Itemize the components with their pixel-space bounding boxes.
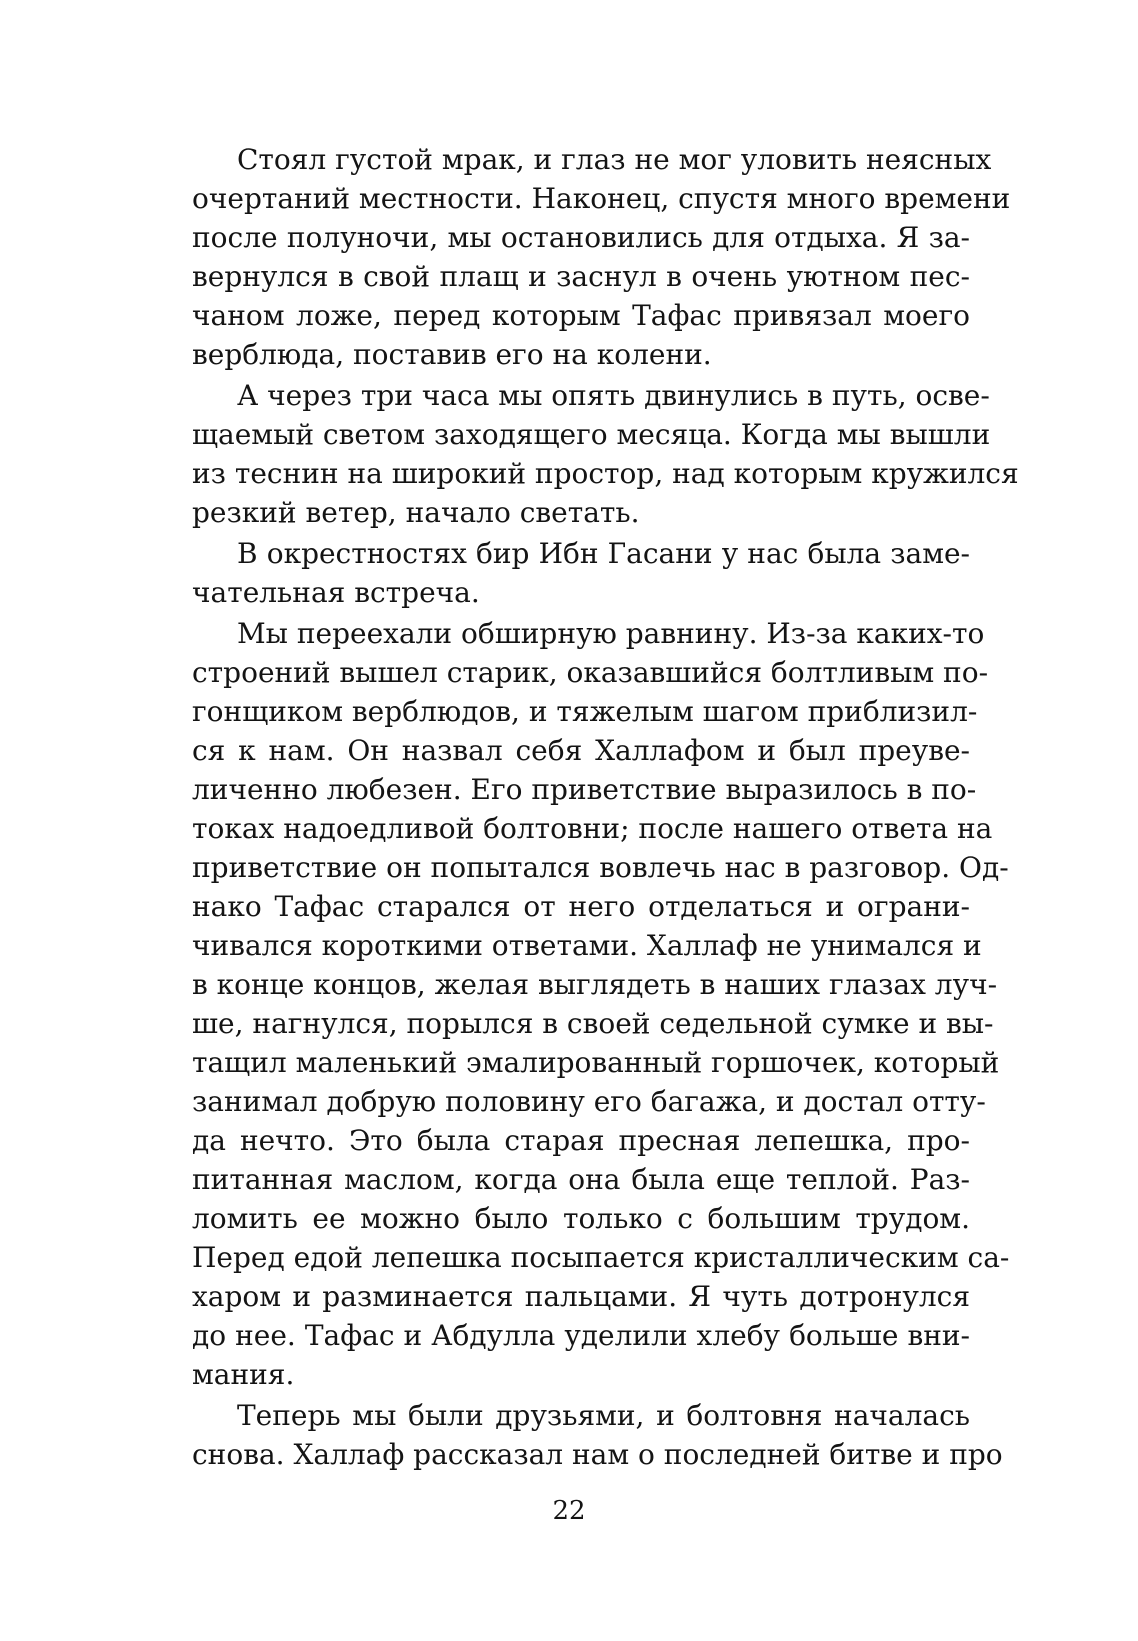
text-line: А через три часа мы опять двинулись в путь, осве- <box>237 379 990 412</box>
paragraph-5 <box>192 1396 1003 1474</box>
page-number: 22 <box>552 1496 586 1526</box>
text-line: из теснин на широкий простор, над которым кружился <box>192 457 1019 490</box>
text-line: до нее. Тафас и Абдулла уделили хлебу больше вни- <box>192 1319 970 1352</box>
text-line: ломить ее можно было только с большим трудом. <box>192 1202 970 1235</box>
text-line: токах надоедливой болтовни; после нашего ответа на <box>192 812 993 845</box>
text-line: Теперь мы были друзьями, и болтовня началась <box>237 1399 970 1432</box>
text-line: нако Тафас старался от него отделаться и ограни- <box>192 890 970 923</box>
text-line: в конце концов, желая выглядеть в наших глазах луч- <box>192 968 998 1001</box>
text-line: щаемый светом заходящего месяца. Когда мы вышли <box>192 418 991 451</box>
text-line: гонщиком верблюдов, и тяжелым шагом приблизил- <box>192 695 978 728</box>
text-line: мания. <box>192 1358 295 1391</box>
text-line: Перед едой лепешка посыпается кристаллическим са- <box>192 1241 1010 1274</box>
text-line: ся к нам. Он назвал себя Халлафом и был преуве- <box>192 734 970 767</box>
text-line: снова. Халлаф рассказал нам о последней битве и про <box>192 1438 1003 1471</box>
text-line: чаном ложе, перед которым Тафас привязал моего <box>192 299 970 332</box>
body-text <box>192 140 1019 1476</box>
text-line: очертаний местности. Наконец, спустя много времени <box>192 182 1011 215</box>
text-line: Мы переехали обширную равнину. Из-за каких-то <box>237 617 985 650</box>
text-line: тащил маленький эмалированный горшочек, который <box>192 1046 1000 1079</box>
text-line: харом и разминается пальцами. Я чуть дотронулся <box>192 1280 970 1313</box>
text-line: резкий ветер, начало светать. <box>192 496 640 529</box>
text-line: ше, нагнулся, порылся в своей седельной сумке и вы- <box>192 1007 994 1040</box>
paragraph-1 <box>192 140 1011 374</box>
text-line: чивался короткими ответами. Халлаф не унимался и <box>192 929 982 962</box>
text-line: строений вышел старик, оказавшийся болтливым по- <box>192 656 989 689</box>
text-line: чательная встреча. <box>192 576 480 609</box>
paragraph-2 <box>192 376 1019 532</box>
text-line: В окрестностях бир Ибн Гасани у нас была заме- <box>237 537 970 570</box>
text-line: занимал добрую половину его багажа, и достал отту- <box>192 1085 986 1118</box>
text-line: вернулся в свой плащ и заснул в очень уютном пес- <box>192 260 970 293</box>
text-line: Стоял густой мрак, и глаз не мог уловить неясных <box>237 143 992 176</box>
text-line: верблюда, поставив его на колени. <box>192 338 712 371</box>
text-line: питанная маслом, когда она была еще теплой. Раз- <box>192 1163 970 1196</box>
text-line: да нечто. Это была старая пресная лепешка, про- <box>192 1124 970 1157</box>
text-line: приветствие он попытался вовлечь нас в разговор. Од- <box>192 851 1009 884</box>
paragraph-3 <box>192 534 970 612</box>
paragraph-4 <box>192 614 1010 1394</box>
text-line: после полуночи, мы остановились для отдыха. Я за- <box>192 221 970 254</box>
text-line: личенно любезен. Его приветствие выразилось в по- <box>192 773 977 806</box>
